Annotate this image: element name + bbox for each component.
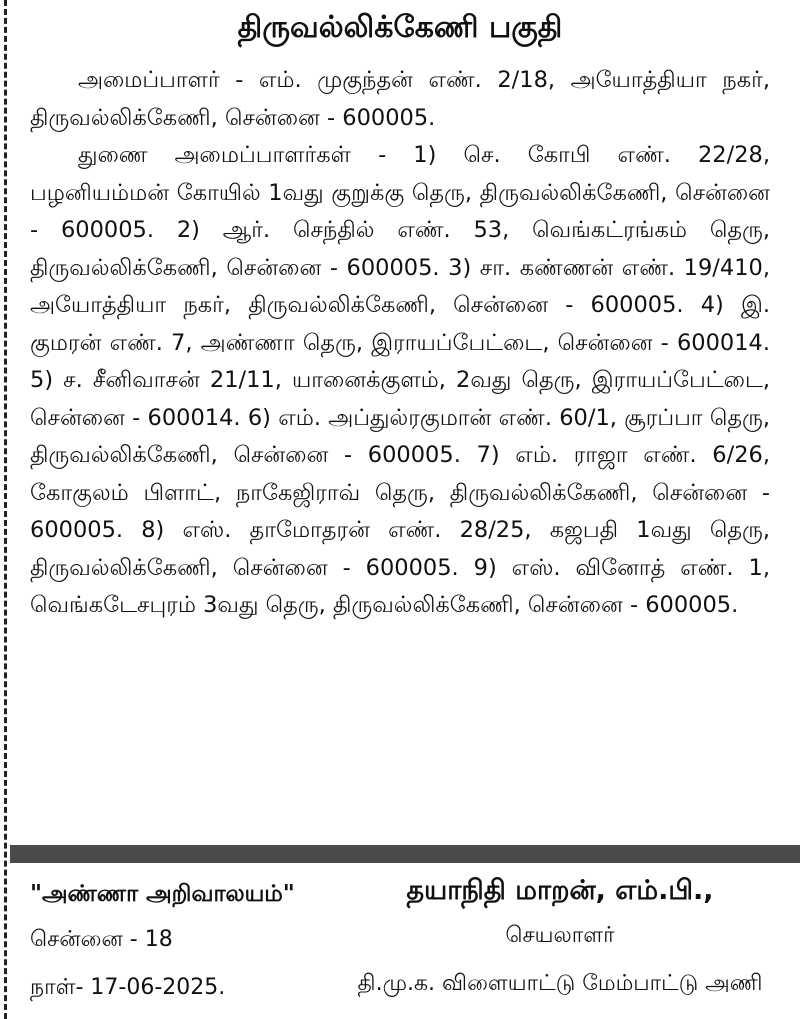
issuing-city: சென்னை - 18	[30, 927, 173, 952]
signer-role: செயலாளர்	[505, 923, 615, 948]
notice-body	[30, 62, 770, 625]
issuing-office: "அண்ணா அறிவாலயம்"	[30, 881, 295, 907]
signer-name: தயாநிதி மாறன், எம்.பி.,	[406, 875, 714, 906]
dashed-left-border	[4, 0, 7, 1019]
signature-block	[10, 863, 800, 1019]
footer-divider-bar	[10, 845, 800, 863]
notice-title: திருவல்லிக்கேணி பகுதி	[237, 10, 563, 45]
organiser-paragraph: அமைப்பாளர் - எம். முகுந்தன் எண். 2/18, அயோத்தியா நகர், திருவல்லிக்கேணி, சென்னை - 600005.	[30, 67, 770, 131]
deputy-organisers-paragraph: துணை அமைப்பாளர்கள் - 1) செ. கோபி எண். 22/28, பழனியம்மன் கோயில் 1வது குறுக்கு தெரு, திருவல்லிக்கேணி, சென்னை - 600005. 2) ஆர். செந்தில் எண். 53, வெங்கட்ரங்கம் தெரு, திருவல்லிக்கேணி, சென்னை - 600005. 3) சா. கண்ணன் எண். 19/410, அயோத்தியா நகர், திருவல்லிக்கேணி, சென்னை - 600005. 4) இ. குமரன் எண். 7, அண்ணா தெரு, இராயப்பேட்டை, சென்னை - 600014. 5) ச. சீனிவாசன் 21/11, யானைக்குளம், 2வது தெரு, இராயப்பேட்டை, சென்னை - 600014. 6) எம். அப்துல்ரகுமான் எண். 60/1, சூரப்பா தெரு, திருவல்லிக்கேணி, சென்னை - 600005. 7) எம். ராஜா எண். 6/26, கோகுலம் பிளாட், நாகேஜிராவ் தெரு, திருவல்லிக்கேணி, சென்னை - 600005. 8) எஸ். தாமோதரன் எண். 28/25, கஜபதி 1வது தெரு, திருவல்லிக்கேணி, சென்னை - 600005. 9) எஸ். வினோத் எண். 1, வெங்கடேசபுரம் 3வது தெரு, திருவல்லிக்கேணி, சென்னை - 600005.	[30, 142, 770, 618]
issue-date: நாள்- 17-06-2025.	[30, 975, 226, 1000]
signer-team: தி.மு.க. விளையாட்டு மேம்பாட்டு அணி	[357, 971, 763, 996]
